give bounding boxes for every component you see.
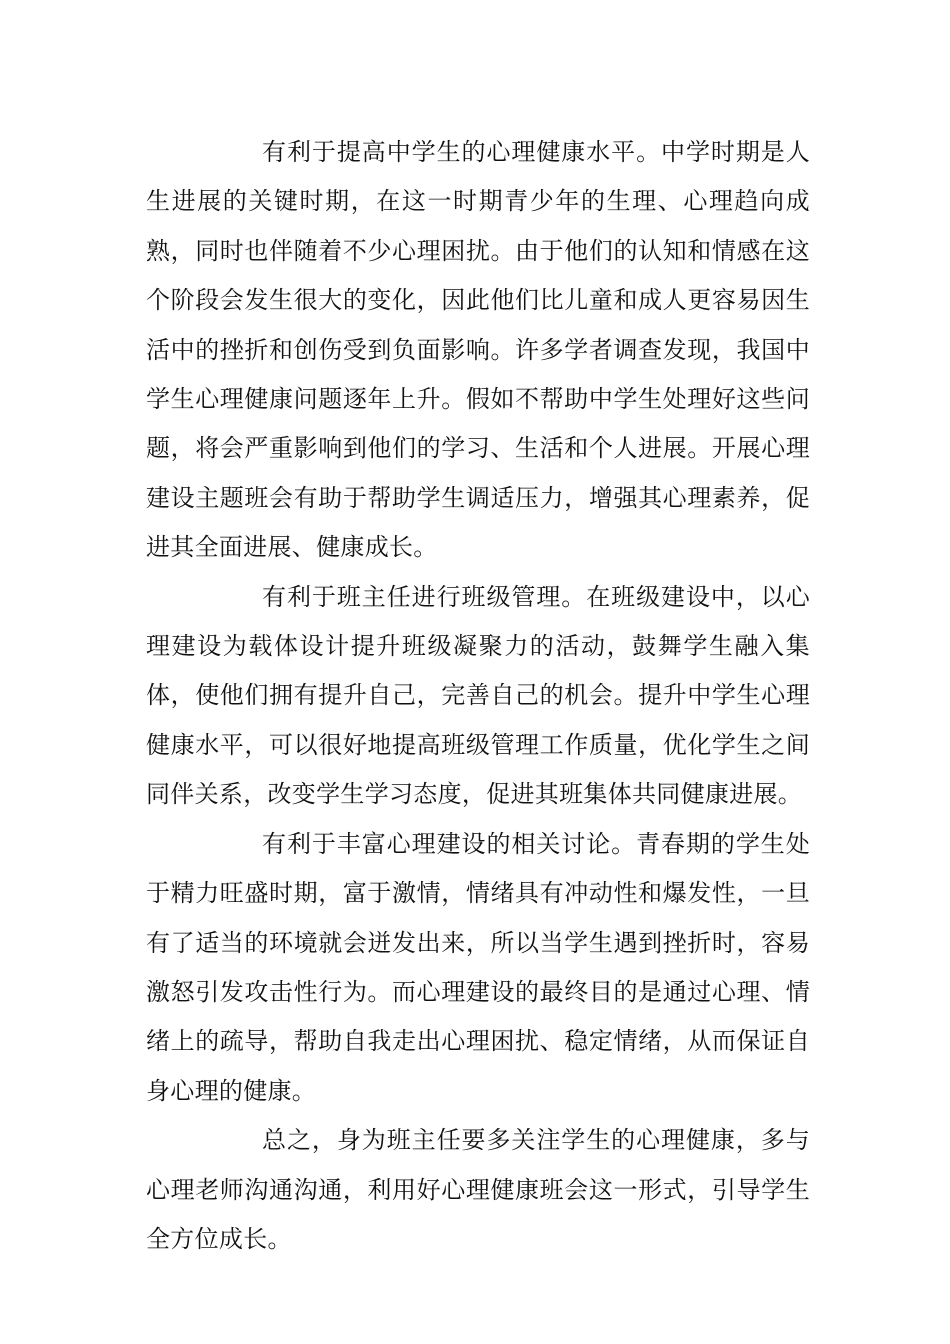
paragraph-mental-health-level: 有利于提高中学生的心理健康水平。中学时期是人生进展的关键时期，在这一时期青少年的生理、心理趋向成熟，同时也伴随着不少心理困扰。由于他们的认知和情感在这个阶段会发生很大的变化，因此他们比儿童和成人更容易因生活中的挫折和创伤受到负面影响。许多学者调查发现，我国中学生心理健康问题逐年上升。假如不帮助中学生处理好这些问题，将会严重影响到他们的学习、生活和个人进展。开展心理建设主题班会有助于帮助学生调适压力，增强其心理素养，促进其全面进展、健康成长。 xyxy=(146,138,810,562)
document-body xyxy=(146,128,810,1264)
paragraph-enrich-discussion: 有利于丰富心理建设的相关讨论。青春期的学生处于精力旺盛时期，富于激情，情绪具有冲动性和爆发性，一旦有了适当的环境就会迸发出来，所以当学生遇到挫折时，容易激怒引发攻击性行为。而心理建设的最终目的是通过心理、情绪上的疏导，帮助自我走出心理困扰、稳定情绪，从而保证自身心理的健康。 xyxy=(146,829,810,1105)
paragraph-conclusion: 总之，身为班主任要多关注学生的心理健康，多与心理老师沟通沟通，利用好心理健康班会这一形式，引导学生全方位成长。 xyxy=(146,1126,810,1253)
paragraph-class-management: 有利于班主任进行班级管理。在班级建设中，以心理建设为载体设计提升班级凝聚力的活动，鼓舞学生融入集体，使他们拥有提升自己，完善自己的机会。提升中学生心理健康水平，可以很好地提高班级管理工作质量，优化学生之间同伴关系，改变学生学习态度，促进其班集体共同健康进展。 xyxy=(146,582,810,809)
